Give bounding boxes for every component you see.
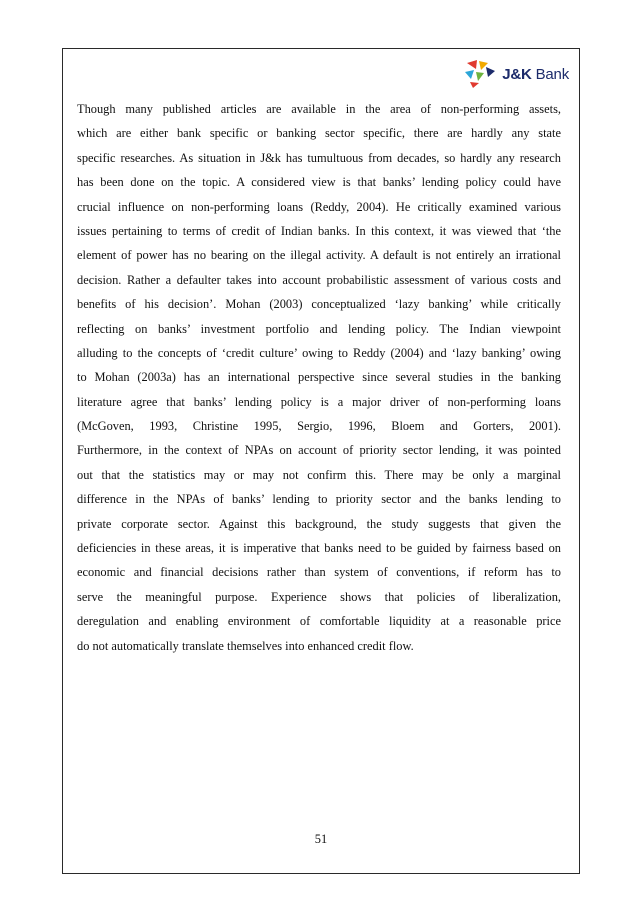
text-line: private corporate sector. Against this background, the study suggests that given the xyxy=(77,516,561,531)
page-number: 51 xyxy=(314,832,328,846)
text-line: difference in the NPAs of banks’ lending to priority sector and the banks lending to xyxy=(77,492,561,507)
text-line: (McGoven, 1993, Christine 1995, Sergio, 1996, Bloem and Gorters, 2001). xyxy=(77,419,561,434)
text-line: has been done on the topic. A considered view is that banks’ lending policy could have xyxy=(77,175,561,190)
logo-bank-text: Bank xyxy=(535,65,569,83)
logo-jk-text: J&K xyxy=(502,65,532,83)
text-line: serve the meaningful purpose. Experience shows that policies of liberalization, xyxy=(77,589,561,604)
text-line: deficiencies in these areas, it is imperative that banks need to be guided by fairness based on xyxy=(77,541,561,556)
text-line: which are either bank specific or banking sector specific, there are hardly any state xyxy=(77,126,561,141)
text-line: literature agree that banks’ lending policy is a major driver of non-performing loans xyxy=(77,394,561,409)
text-line: economic and financial decisions rather than system of conventions, if reform has to xyxy=(77,565,561,580)
text-line: benefits of his decision’. Mohan (2003) conceptualized ‘lazy banking’ while critically xyxy=(77,297,561,312)
text-line: out that the statistics may or may not confirm this. There may be only a marginal xyxy=(77,467,561,482)
text-line: deregulation and enabling environment of comfortable liquidity at a reasonable price xyxy=(77,614,561,629)
text-line: to Mohan (2003a) has an international perspective since several studies in the banking xyxy=(77,370,561,385)
text-line: do not automatically translate themselves into enhanced credit flow. xyxy=(77,638,414,653)
text-line: decision. Rather a defaulter takes into account probabilistic assessment of various costs and xyxy=(77,272,561,287)
jk-bank-logo xyxy=(464,59,569,89)
text-line: Though many published articles are available in the area of non-performing assets, xyxy=(77,102,561,116)
page-border xyxy=(62,48,580,874)
text-line: element of power has no bearing on the illegal activity. A default is not entirely an irrational xyxy=(77,248,561,263)
text-line: issues pertaining to terms of credit of Indian banks. In this context, it was viewed that ‘the xyxy=(77,223,561,238)
text-line: Furthermore, in the context of NPAs on account of priority sector lending, it was pointed xyxy=(77,443,561,458)
text-line: crucial influence on non-performing loans (Reddy, 2004). He critically examined various xyxy=(77,199,561,214)
logo-wordmark xyxy=(502,66,569,83)
text-line: reflecting on banks’ investment portfolio and lending policy. The Indian viewpoint xyxy=(77,321,561,336)
jk-bank-emblem-icon xyxy=(464,59,498,89)
body-paragraph xyxy=(77,97,561,658)
text-line: alluding to the concepts of ‘credit culture’ owing to Reddy (2004) and ‘lazy banking’ owing xyxy=(77,345,561,360)
text-line: specific researches. As situation in J&k has tumultuous from decades, so hardly any research xyxy=(77,150,561,165)
